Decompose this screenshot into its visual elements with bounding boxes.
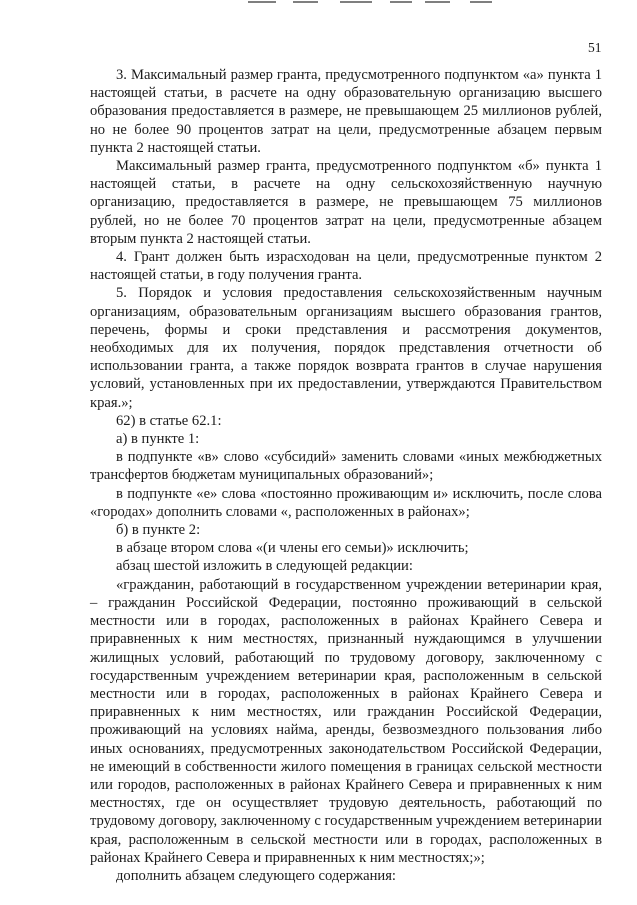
paragraph-article-62-1: 62) в статье 62.1: [116, 412, 222, 429]
paragraph-second-abzats: в абзаце втором слова «(и члены его семьи)» исключить; [116, 540, 469, 557]
paragraph-grant-limit-a: 3. Максимальный размер гранта, предусмотренного подпунктом «а» пункта 1 настоящей статьи, в расчете на одну образовательную организацию высшего образования предоставляется в размере, не превышающем 25 миллионов рублей, но не более 90 процентов затрат на цели, предусмотренные абзацем первым пункта 2 настоящей статьи. [90, 67, 602, 156]
paragraph-sixth-abzats: абзац шестой изложить в следующей редакции: [116, 558, 413, 575]
paragraph-subitem-v: в подпункте «в» слово «субсидий» заменить словами «иных межбюджетных трансфертов бюджетам муниципальных образований»; [90, 449, 602, 484]
page-number: 51 [588, 40, 602, 55]
document-body [90, 66, 602, 885]
paragraph-grant-limit-b: Максимальный размер гранта, предусмотренного подпунктом «б» пункта 1 настоящей статьи, в расчете на одну сельскохозяйственную научную организацию, предоставляется в размере, не превышающем 75 миллионов рублей, но не более 70 процентов затрат на цели, предусмотренные абзацем вторым пункта 2 настоящей статьи. [90, 158, 602, 247]
paragraph-subitem-e: в подпункте «е» слова «постоянно проживающим и» исключить, после слова «городах» дополнить словами «, расположенных в районах»; [90, 485, 602, 520]
paragraph-grant-usage: 4. Грант должен быть израсходован на цели, предусмотренные пунктом 2 настоящей статьи, в году получения гранта. [90, 249, 602, 284]
paragraph-citizen-definition: «гражданин, работающий в государственном учреждении ветеринарии края, – гражданин Российской Федерации, постоянно проживающий в сельской местности или в городах, расположенных в районах Крайнего Севера и приравненных к ним местностях, признанный нуждающимся в улучшении жилищных условий, работающий по трудовому договору, заключенному с государственным учреждением ветеринарии края, расположенным в сельской местности или в городах, расположенных в районах Крайнего Севера и приравненных к ним местностях, или гражданин Российской Федерации, проживающий на условиях найма, аренды, безвозмездного пользования либо иных основаниях, предусмотренных законодательством Российской Федерации, не имеющий в собственности жилого помещения в границах сельской местности или городов, расположенных в районах Крайнего Севера и приравненных к ним местностях, где он осуществляет трудовую деятельность, работающий по трудовому договору, заключенному с государственным учреждением ветеринарии края, расположенным в сельской местности или в городах, расположенных в районах Крайнего Севера и приравненных к ним местностях;»; [90, 576, 602, 866]
paragraph-item-a: а) в пункте 1: [116, 431, 200, 448]
paragraph-item-b: б) в пункте 2: [116, 522, 201, 539]
paragraph-grant-procedure: 5. Порядок и условия предоставления сельскохозяйственным научным организациям, образовательным организациям высшего образования грантов, перечень, формы и сроки представления и рассмотрения документов, необходимых для их получения, порядок представления отчетности об использовании гранта, а также порядок возврата грантов в случае нарушения условий, установленных при их предоставлении, утверждаются Правительством края.»; [90, 285, 602, 411]
scan-edge-marks [0, 0, 637, 8]
paragraph-supplement: дополнить абзацем следующего содержания: [116, 867, 396, 884]
